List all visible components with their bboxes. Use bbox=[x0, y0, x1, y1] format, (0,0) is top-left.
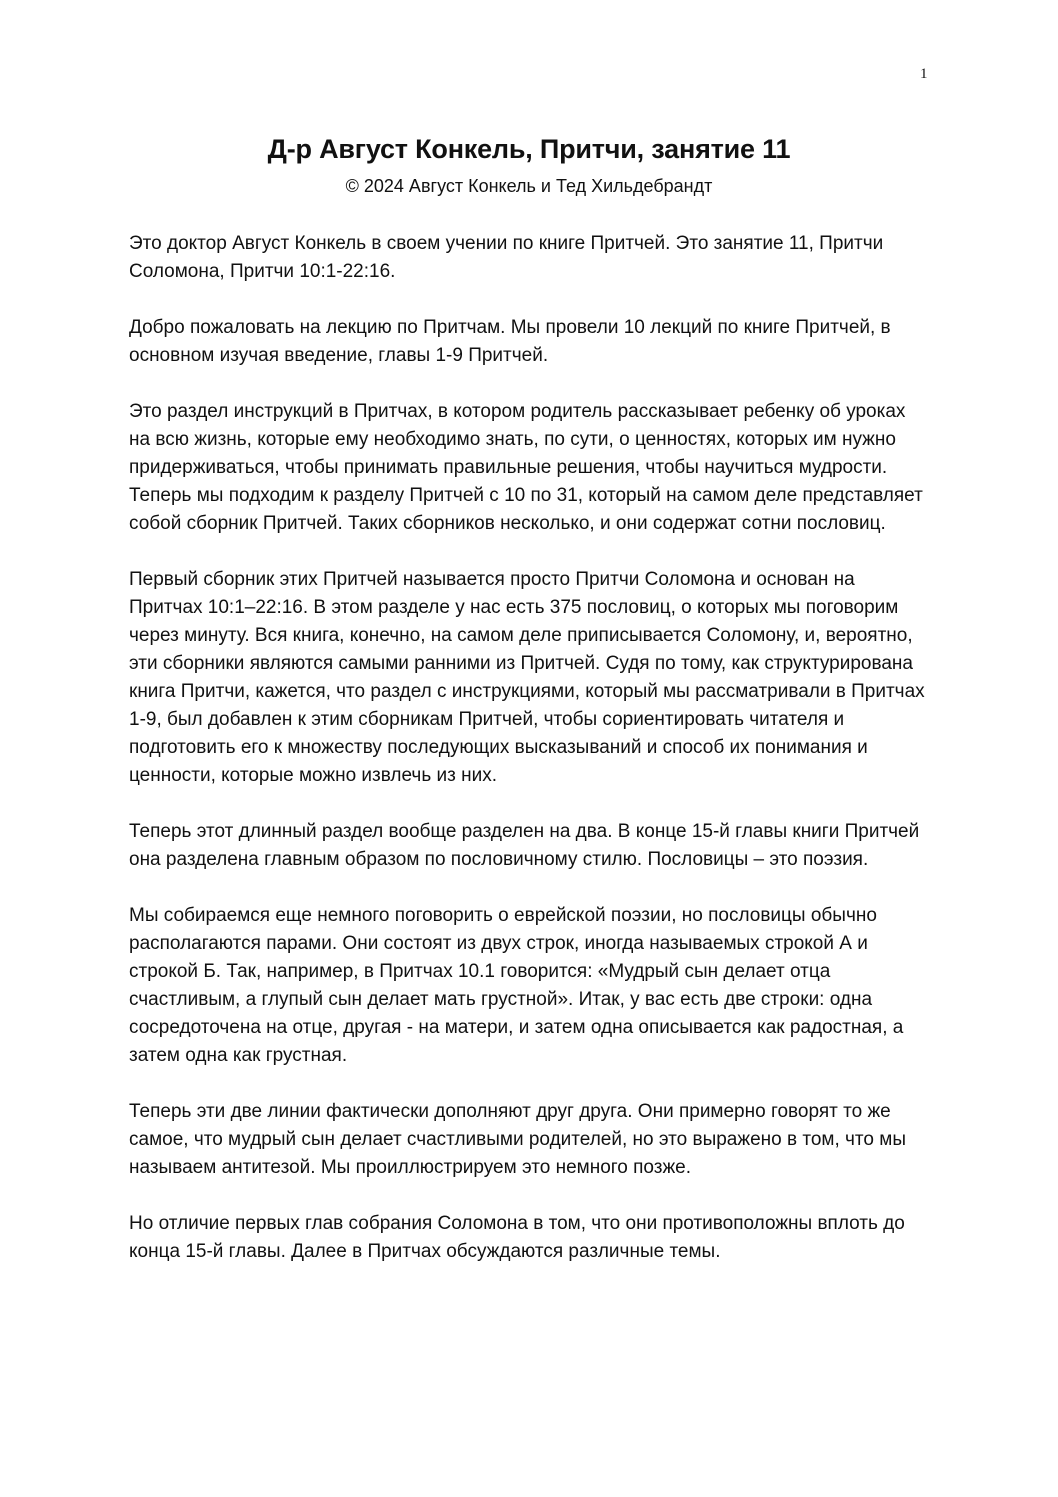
paragraph-3: Это раздел инструкций в Притчах, в котором родитель рассказывает ребенку об уроках на всю жизнь, которые ему необходимо знать, по сути, о ценностях, которых им нужно придерживаться, чтобы принимать правильные решения, чтобы научиться мудрости. Теперь мы подходим к разделу Притчей с 10 по 31, который на самом деле представляет собой сборник Притчей. Таких сборников несколько, и они содержат сотни пословиц. bbox=[129, 401, 923, 534]
paragraph-6: Мы собираемся еще немного поговорить о еврейской поэзии, но пословицы обычно располагаются парами. Они состоят из двух строк, иногда называемых строкой А и строкой Б. Так, например, в Притчах 10.1 говорится: «Мудрый сын делает отца счастливым, а глупый сын делает мать грустной». Итак, у вас есть две строки: одна сосредоточена на отце, другая - на матери, и затем одна описывается как радостная, а затем одна как грустная. bbox=[129, 905, 904, 1066]
paragraph-4: Первый сборник этих Притчей называется просто Притчи Соломона и основан на Притчах 10:1–22:16. В этом разделе у нас есть 375 пословиц, о которых мы поговорим через минуту. Вся книга, конечно, на самом деле приписывается Соломону, и, вероятно, эти сборники являются самыми ранними из Притчей. Судя по тому, как структурирована книга Притчи, кажется, что раздел с инструкциями, который мы рассматривали в Притчах 1-9, был добавлен к этим сборникам Притчей, чтобы сориентировать читателя и подготовить его к множеству последующих высказываний и способ их понимания и ценности, которые можно извлечь из них. bbox=[129, 569, 925, 786]
paragraph-1: Это доктор Август Конкель в своем учении по книге Притчей. Это занятие 11, Притчи Соломона, Притчи 10:1-22:16. bbox=[129, 233, 884, 282]
paragraph-8: Но отличие первых глав собрания Соломона в том, что они противоположны вплоть до конца 15-й главы. Далее в Притчах обсуждаются различные темы. bbox=[129, 1213, 905, 1262]
paragraph-7: Теперь эти две линии фактически дополняют друг друга. Они примерно говорят то же самое, что мудрый сын делает счастливыми родителей, но это выражено в том, что мы называем антитезой. Мы проиллюстрируем это немного позже. bbox=[129, 1101, 906, 1178]
document-body bbox=[129, 230, 929, 1294]
document-title: Д-р Август Конкель, Притчи, занятие 11 bbox=[267, 134, 791, 164]
copyright-line: © 2024 Август Конкель и Тед Хильдебрандт bbox=[345, 176, 713, 196]
paragraph-5: Теперь этот длинный раздел вообще разделен на два. В конце 15-й главы книги Притчей она разделена главным образом по пословичному стилю. Пословицы – это поэзия. bbox=[129, 821, 920, 870]
page-number: 1 bbox=[920, 66, 928, 82]
paragraph-2: Добро пожаловать на лекцию по Притчам. Мы провели 10 лекций по книге Притчей, в основном изучая введение, главы 1-9 Притчей. bbox=[129, 317, 891, 366]
